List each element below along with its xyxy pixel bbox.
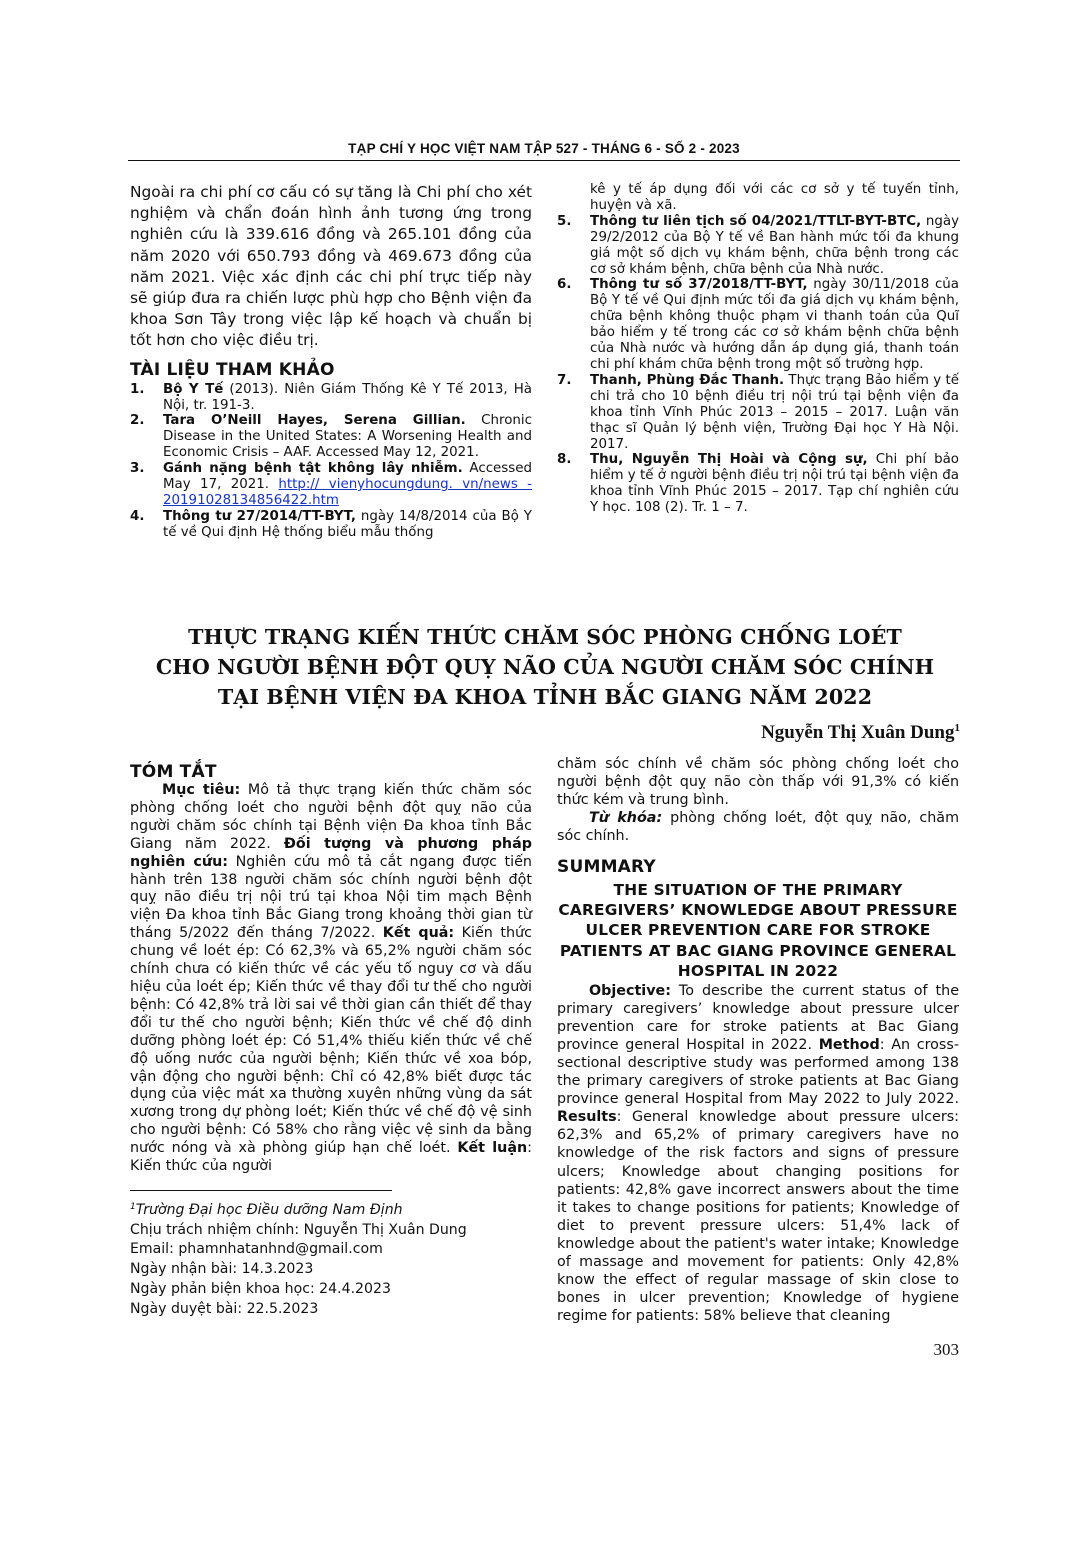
reference-continuation: kê y tế áp dụng đối với các cơ sở y tế tuyến tỉnh, huyện và xã. [590,182,959,213]
reference-author: Thu, Nguyễn Thị Hoài và Cộng sự, [590,452,868,468]
reference-number: 6. [557,277,572,293]
reference-text: (2013). Niên Giám Thống Kê Y Tế 2013, Hà Nội, tr. 191-3. [163,381,532,413]
reference-text: ngày 14/8/2014 của Bộ Y tế về Qui định Hệ thống biểu mẫu thống [163,508,532,540]
abstract-paragraph: Mục tiêu: Mô tả thực trạng kiến thức chăm sóc phòng chống loét cho người bệnh đột quỵ não của người chăm sóc chính tại Bệnh viện Đa khoa tỉnh Bắc Giang năm 2022. Đối tượng và phương pháp nghiên cứu: Nghiên cứu mô tả cắt ngang được tiến hành trên 138 người chăm sóc chính người bệnh đột quỵ não điều trị nội trú tại khoa Nội tim mạch Bệnh viện Đa khoa tỉnh Bắc Giang trong khoảng thời gian từ tháng 5/2022 đến tháng 7/2022. Kết quả: Kiến thức chung về loét ép: Có 62,3% và 65,2% người chăm sóc chính chưa có kiến thức về các yếu tố nguy cơ và dấu hiệu của loét ép; Kiến thức về thay đổi tư thế cho người bệnh: Có 42,8% trả lời sai về thời gian cần thiết để thay đổi tư thế cho người bệnh; Kiến thức về chế độ dinh dưỡng phòng loét ép: Có 51,4% thiếu kiến thức về chế độ uống nước của người bệnh; Kiến thức về xoa bóp, vận động cho người bệnh: Chỉ có 42,8% biết được tác dụng của việc mát xa thường xuyên những vùng da sát xương trong dự phòng loét; Kiến thức về chế độ vệ sinh cho người bệnh: Có 58% cho rằng việc vệ sinh da bằng nước nóng và xà phòng giúp hạn chế loét. Kết luận: Kiến thức của người [130,782,533,1175]
title-line: TẠI BỆNH VIỆN ĐA KHOA TỈNH BẮC GIANG NĂM 2022 [217,685,873,709]
intro-paragraph: Ngoài ra chi phí cơ cấu có sự tăng là Chi phí cho xét nghiệm và chẩn đoán hình ảnh tương ứng trong nghiên cứu là 339.616 đồng và 265.101 đồng của năm 2020 với 650.793 đồng và 469.673 đồng của năm 2021. Việc xác định các chi phí trực tiếp này sẽ giúp đưa ra chiến lược phù hợp cho Bệnh viện đa khoa Sơn Tây trong việc lập kế hoạch và chuẩn bị tốt hơn cho việc điều trị. [130,183,532,350]
reference-number: 8. [557,452,572,468]
references-heading: TÀI LIỆU THAM KHẢO [130,359,335,380]
reference-text: ngày 29/2/2012 của Bộ Y tế về Ban hành mức tối đa khung giá một số dịch vụ khám bệnh, chữa bệnh trong các cơ sở khám bệnh, chữa bệnh của Nhà nước. [590,213,959,277]
footnote-line: Ngày phản biện khoa học: 24.4.2023 [130,1280,391,1297]
reference-text: Chi phí bảo hiểm y tế ở người bệnh điều trị nội trú tại bệnh viện đa khoa tỉnh Vĩnh Phúc 2015 – 2017. Tạp chí nghiên cứu Y học. 108 (2). Tr. 1 – 7. [590,452,960,516]
footnote-line: Chịu trách nhiệm chính: Nguyễn Thị Xuân Dung [130,1221,467,1238]
title-line: CHO NGƯỜI BỆNH ĐỘT QUỴ NÃO CỦA NGƯỜI CHĂM SÓC CHÍNH [155,655,935,679]
reference-author: Thông tư 27/2014/TT-BYT, [163,508,356,524]
reference-item [130,413,532,461]
author-name: Nguyễn Thị Xuân Dung$^1$ [761,722,960,743]
reference-number: 7. [557,372,572,388]
reference-item [557,214,959,278]
footnote-divider [130,1190,392,1191]
abstract-vietnamese [130,762,532,1176]
abstract-conclusion-continuation: chăm sóc chính về chăm sóc phòng chống loét cho người bệnh đột quỵ não còn thấp với 91,3% có kiến thức kém và trung bình. [557,756,959,808]
reference-number: 3. [130,461,145,477]
footnote [130,1198,530,1319]
footnote-affiliation: $^1$Trường Đại học Điều dưỡng Nam Định [130,1202,403,1218]
reference-number: 4. [130,508,145,524]
reference-item [130,382,532,414]
left-column-top [130,182,532,541]
reference-item [130,461,532,509]
reference-item [557,277,959,372]
reference-author: Thông tư số 37/2018/TT-BYT, [590,277,808,293]
reference-author: Thông tư liên tịch số 04/2021/TTLT-BYT-BTC, [590,213,922,229]
article-title [128,622,962,712]
reference-item [557,182,959,214]
abstract-heading: TÓM TẮT [130,762,217,782]
references-list-left [130,382,532,541]
page-number: 303 [933,1340,959,1359]
reference-author: Thanh, Phùng Đắc Thanh. [590,372,785,388]
reference-text: Thực trạng Bảo hiểm y tế chi trả cho 10 bệnh điều trị nội trú tại bệnh viện đa khoa tỉnh Vĩnh Phúc 2013 – 2015 – 2017. Luận văn thạc sĩ Quản lý bệnh viện, Trường Đại học Y Hà Nội. 2017. [590,372,959,452]
title-line: THỰC TRẠNG KIẾN THỨC CHĂM SÓC PHÒNG CHỐNG LOÉT [188,625,902,649]
reference-number: 5. [557,213,572,229]
references-list-right [557,182,959,516]
reference-author: Tara O’Neill Hayes, Serena Gillian. [163,413,466,429]
reference-link[interactable]: http:// vienyhocungdung. vn/news - 20191028134856422.htm [163,477,532,508]
footnote-line: Ngày duyệt bài: 22.5.2023 [130,1300,319,1317]
reference-text: ngày 30/11/2018 của Bộ Y tế về Qui định mức tối đa giá dịch vụ khám bệnh, chữa bệnh không thuộc phạm vi thanh toán của Quĩ bảo hiểm y tế trong các cơ sở khám bệnh chữa bệnh của Nhà nước và hướng dẫn áp dụng giá, thanh toán chi phí khám chữa bệnh trong một số trường hợp. [590,277,959,372]
footnote-line: Ngày nhận bài: 14.3.2023 [130,1261,314,1278]
summary-heading: SUMMARY [557,856,656,877]
author-affiliation-marker: 1 [954,722,960,734]
summary-title: THE SITUATION OF THE PRIMARY CAREGIVERS’ KNOWLEDGE ABOUT PRESSURE ULCER PREVENTION CARE FOR STROKE PATIENTS AT BAC GIANG PROVINCE GENERAL HOSPITAL IN 2022 [558,880,958,981]
reference-item [130,509,532,541]
reference-text: Chronic Disease in the United States: A Worsening Health and Economic Crisis – AAF. Accessed May 12, 2021. [163,413,532,461]
reference-text: Accessed May 17, 2021. [163,461,532,493]
abstract-continuation-and-summary [557,756,959,1325]
reference-item [557,373,959,453]
reference-item [557,452,959,516]
reference-author: Bộ Y Tế [163,381,224,397]
journal-header: TẠP CHÍ Y HỌC VIỆT NAM TẬP 527 - THÁNG 6 - SỐ 2 - 2023 [128,141,960,161]
reference-author: Gánh nặng bệnh tật không lây nhiễm. [163,461,463,477]
reference-number: 2. [130,413,145,429]
footnote-line: Email: phamnhatanhnd@gmail.com [130,1241,383,1258]
abstract-keywords: Từ khóa: phòng chống loét, đột quỵ não, chăm sóc chính. [557,809,960,844]
summary-paragraph: Objective: To describe the current status of the primary caregivers’ knowledge about pressure ulcer prevention care for stroke patients at Bac Giang province general Hospital in 2022. Method: An cross-sectional descriptive study was performed among 138 the primary caregivers of stroke patients at Bac Giang province general Hospital from May 2022 to July 2022. Results: General knowledge about pressure ulcers: 62,3% and 65,2% of primary caregivers have no knowledge of the risk factors and signs of pressure ulcers; Knowledge about changing positions for patients: 42,8% gave incorrect answers about the time it takes to change positions for patients; Knowledge of diet to prevent pressure ulcers: 51,4% lack of knowledge about the patient's water intake; Knowledge of massage and movement for patients: Only 42,8% know the effect of regular massage of skin close to bones in ulcer prevention; Knowledge of hygiene regime for patients: 58% believe that cleaning [557,982,959,1325]
reference-number: 1. [130,381,145,397]
